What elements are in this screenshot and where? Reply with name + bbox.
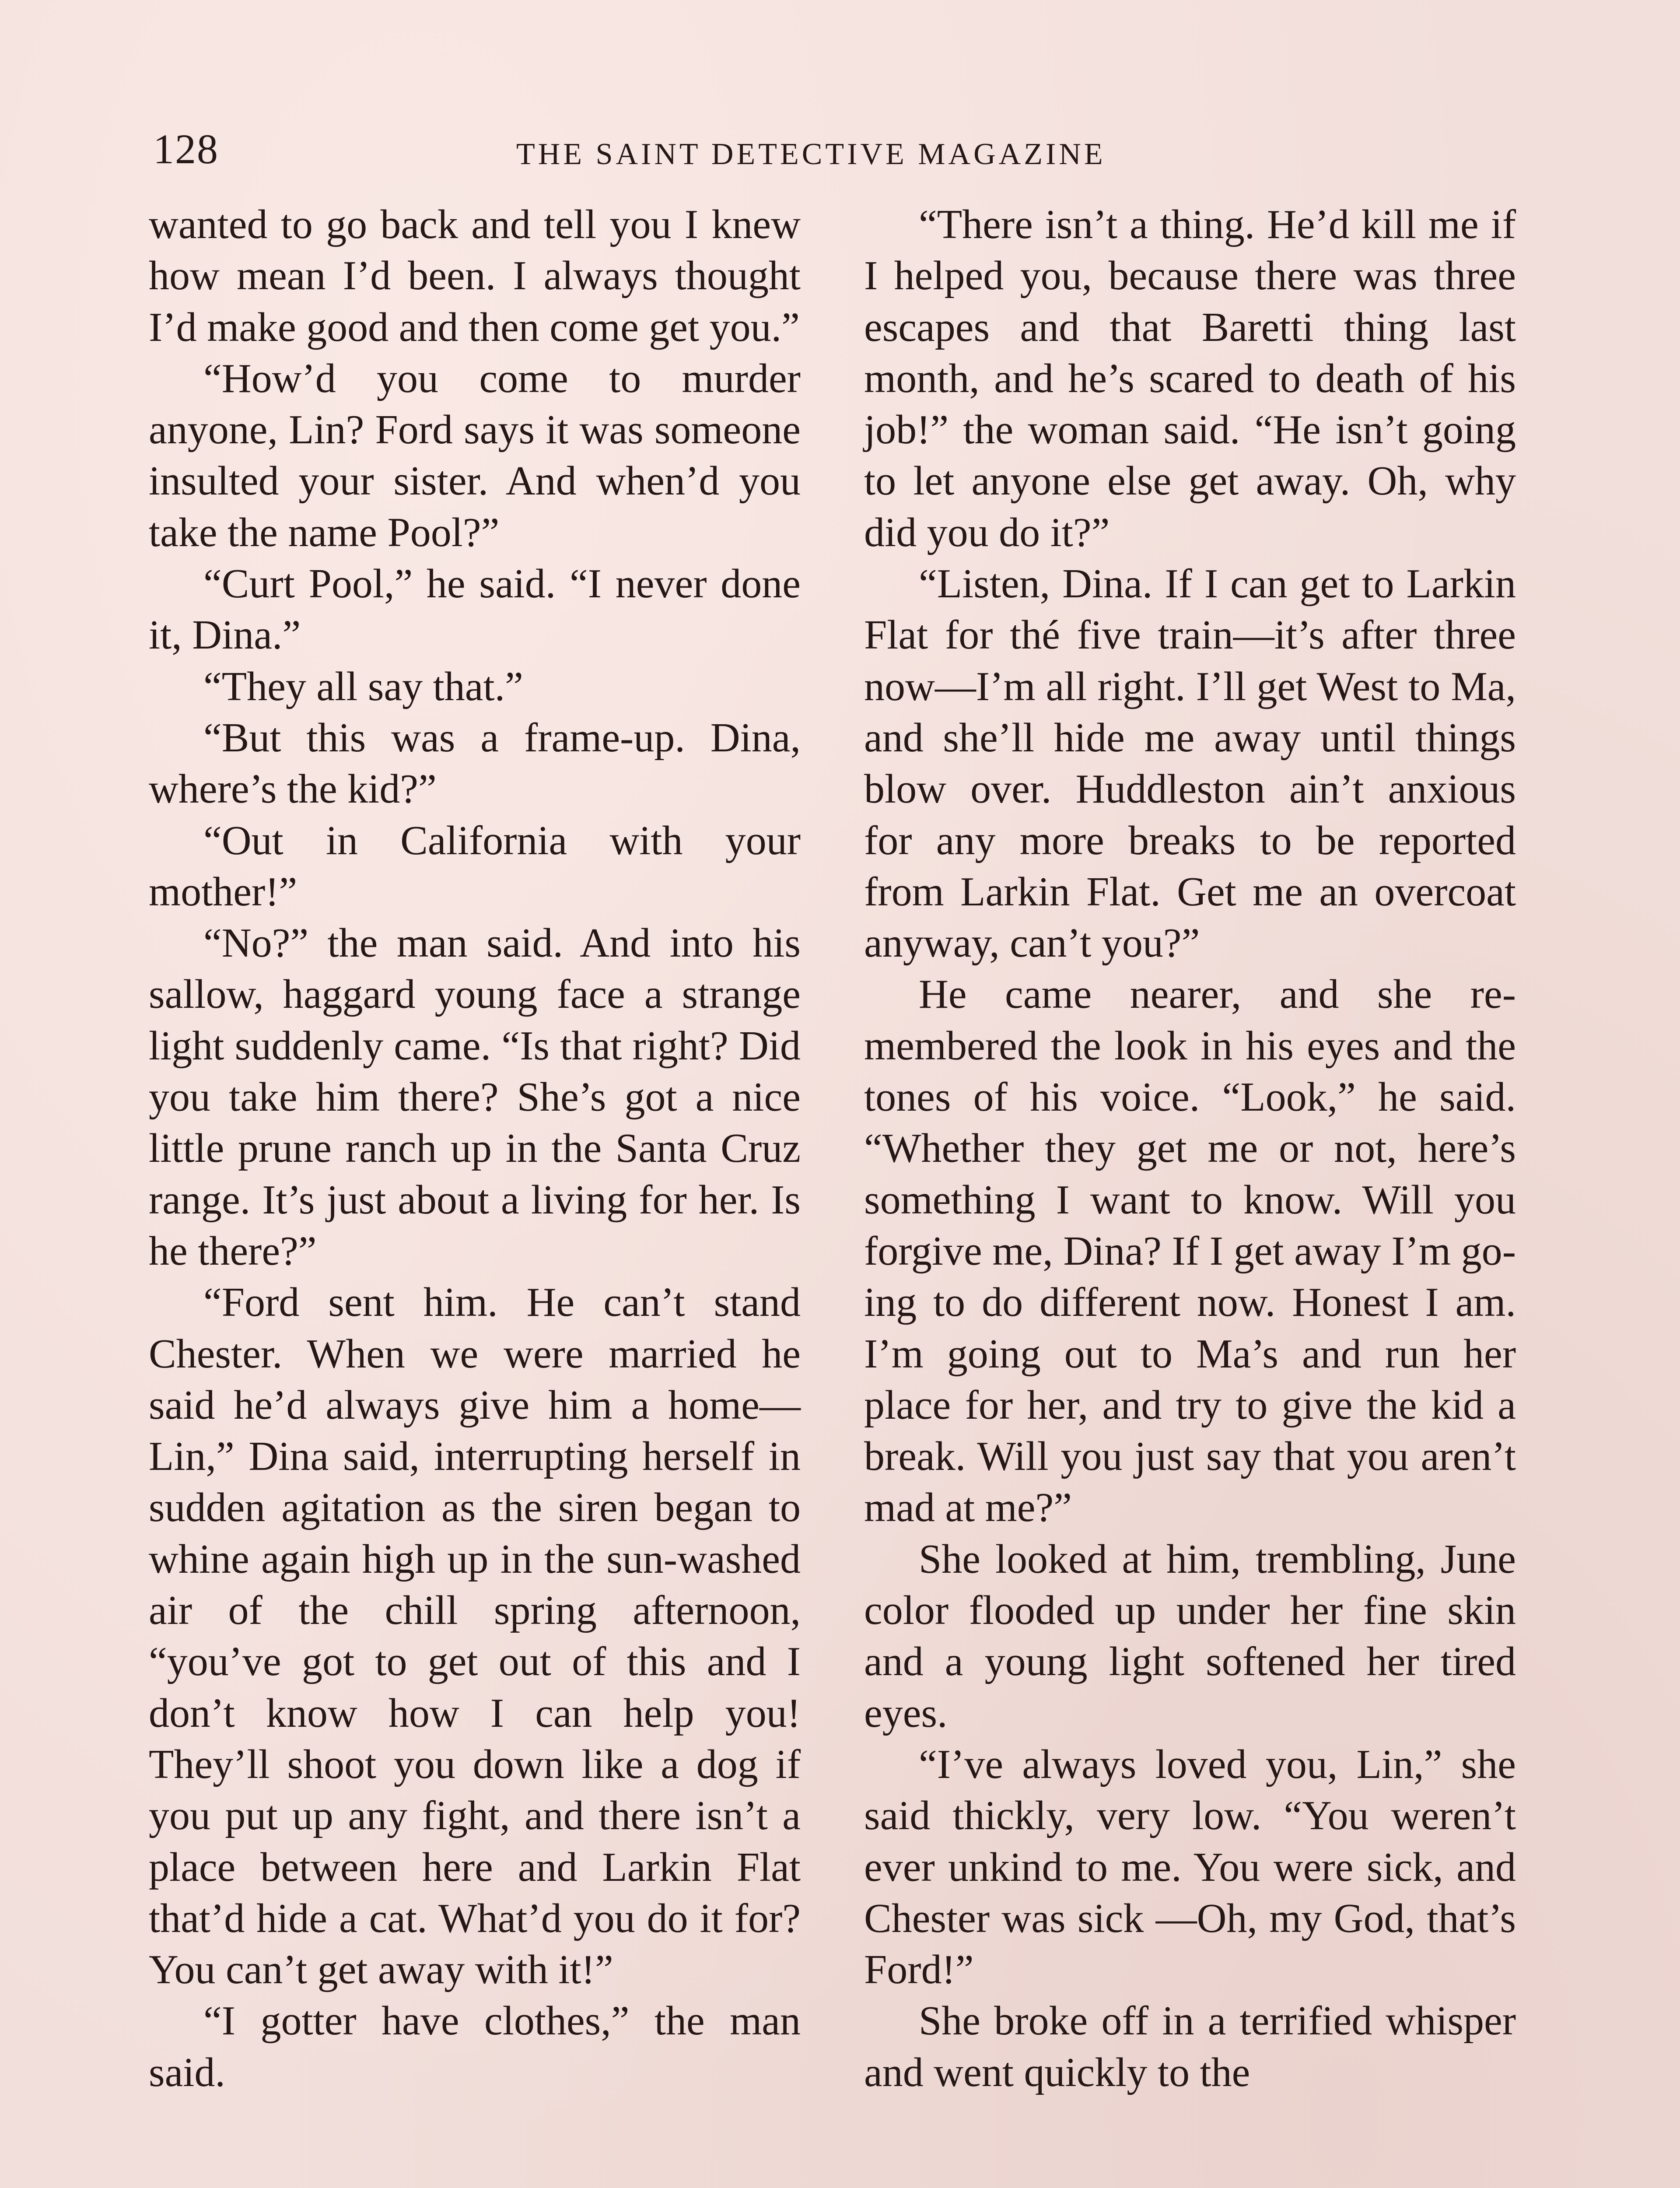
paragraph: “They all say that.”	[203, 663, 523, 709]
left-column	[149, 199, 801, 2098]
paragraph: “Ford sent him. He can’t stand Chester. When we were married he said he’d always give him a home—Lin,” Dina said, interrupting herself in sudden agitation as the siren began to whine again high up in the sun-washed air of the chill spring afternoon, “you’ve got to get out of this and I don’t know how I can help you! They’ll shoot you down like a dog if you put up any fight, and there isn’t a place between here and Larkin Flat that’d hide a cat. What’d you do it for? You can’t get away with it!”	[149, 1280, 801, 1993]
paragraph: “Out in California with your mother!”	[149, 817, 801, 915]
paragraph: “I’ve always loved you, Lin,” she said thickly, very low. “You weren’t ever unkind to me. You were sick, and Chester was sick —Oh, my God, that’s Ford!”	[864, 1741, 1516, 1993]
paragraph: “I gotter have clothes,” the man said.	[149, 1998, 801, 2095]
paragraph: She looked at him, trembling, June color flooded up under her fine skin and a young light softened her tired eyes.	[864, 1536, 1516, 1736]
paragraph: “Listen, Dina. If I can get to Larkin Flat for thé five train—it’s after three now—I’m all right. I’ll get West to Ma, and she’ll hide me away until things blow over. Huddleston ain’t anxious for any more breaks to be reported from Larkin Flat. Get me an overcoat anyway, can’t you?”	[864, 561, 1516, 966]
right-column	[864, 199, 1516, 2098]
running-title: THE SAINT DETECTIVE MAGAZINE	[516, 137, 1106, 171]
paragraph: “No?” the man said. And into his sallow, haggard young face a strange light suddenly came. “Is that right? Did you take him there? She’s got a nice little prune ranch up in the Santa Cruz range. It’s just about a living for her. Is he there?”	[149, 920, 801, 1274]
page-header	[153, 125, 1536, 182]
paragraph: He came nearer, and she remembered the look in his eyes and the tones of his voice. “Look,” he said. “Whether they get me or not, here’s something I want to know. Will you forgive me, Dina? If I get away I’m going to do different now. Honest I am. I’m going out to Ma’s and run her place for her, and try to give the kid a break. Will you just say that you aren’t mad at me?”	[864, 971, 1516, 1531]
paragraph: “Curt Pool,” he said. “I never done it, Dina.”	[149, 561, 801, 658]
paragraph: “How’d you come to murder anyone, Lin? Ford says it was someone insulted your sister. And when’d you take the name Pool?”	[149, 355, 801, 555]
paragraph: wanted to go back and tell you I knew how mean I’d been. I always thought I’d make good and then come get you.”	[149, 202, 801, 350]
page-number: 128	[153, 126, 219, 172]
paragraph: She broke off in a terrified whisper and went quickly to the	[864, 1998, 1516, 2095]
paragraph: “There isn’t a thing. He’d kill me if I helped you, because there was three escapes and that Baretti thing last month, and he’s scared to death of his job!” the woman said. “He isn’t going to let anyone else get away. Oh, why did you do it?”	[864, 202, 1516, 555]
paragraph: “But this was a frame-up. Dina, where’s the kid?”	[149, 715, 801, 812]
